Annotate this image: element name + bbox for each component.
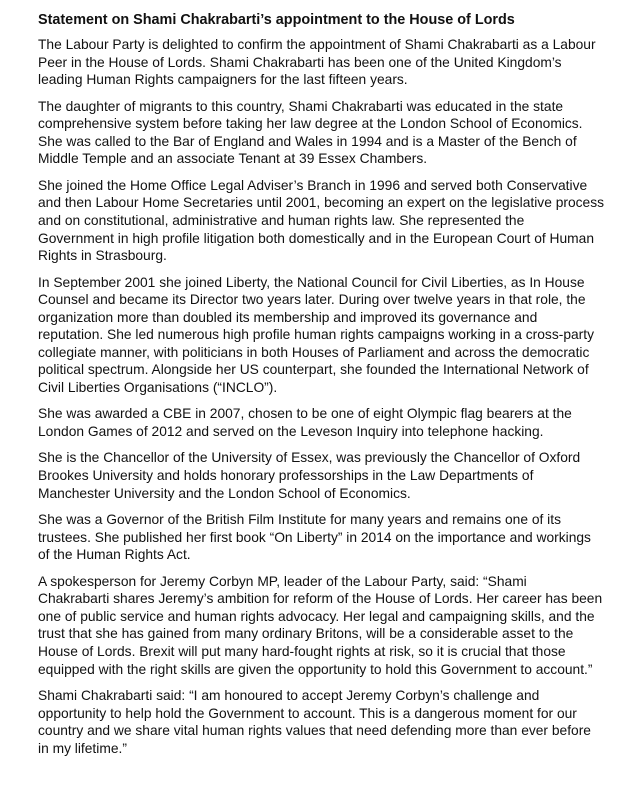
- text-line: and on constitutional, administrative and human rights law. She represented the: [38, 212, 525, 228]
- text-line: House of Lords. Brexit will put many hard-fought rights at risk, so it is crucial that those: [38, 643, 566, 659]
- text-line: reputation. She led numerous high profile human rights campaigns working in a cross-party: [38, 327, 594, 343]
- text-line: and then Labour Home Secretaries until 2001, becoming an expert on the legislative process: [38, 195, 605, 211]
- text-line: She was a Governor of the British Film Institute for many years and remains one of its: [38, 512, 561, 528]
- text-line: in my lifetime.”: [38, 740, 127, 756]
- text-line: Brookes University and holds honorary professorships in the Law Departments of: [38, 468, 534, 484]
- text-line: She was called to the Bar of England and Wales in 1994 and is a Master of the Bench of: [38, 133, 577, 149]
- text-line: equipped with the right skills are given the opportunity to hold this Government to account.”: [38, 661, 593, 677]
- text-line: of the Human Rights Act.: [38, 547, 191, 563]
- text-line: collegiate manner, with politicians in both Houses of Parliament and across the democratic: [38, 344, 590, 360]
- text-line: Government in high profile litigation both domestically and in the European Court of Human: [38, 230, 595, 246]
- text-line: comprehensive system before taking her law degree at the London School of Economics.: [38, 116, 583, 132]
- text-line: Shami Chakrabarti said: “I am honoured to accept Jeremy Corbyn’s challenge and: [38, 687, 540, 703]
- text-line: Manchester University and the London School of Economics.: [38, 485, 411, 501]
- paragraph-8: [38, 573, 616, 679]
- text-line: country and we share vital human rights values that need defending more than ever before: [38, 723, 591, 739]
- text-line: She was awarded a CBE in 2007, chosen to be one of eight Olympic flag bearers at the: [38, 406, 572, 422]
- text-line: Civil Liberties Organisations (“INCLO”).: [38, 380, 278, 396]
- paragraph-1: [38, 36, 616, 89]
- text-line: Middle Temple and an associate Tenant at 39 Essex Chambers.: [38, 151, 428, 167]
- paragraph-5: [38, 405, 616, 440]
- text-line: Rights in Strasbourg.: [38, 248, 167, 264]
- paragraph-4: [38, 274, 616, 397]
- text-line: leading Human Rights campaigners for the last fifteen years.: [38, 72, 408, 88]
- paragraph-2: [38, 98, 616, 168]
- text-line: A spokesperson for Jeremy Corbyn MP, leader of the Labour Party, said: “Shami: [38, 573, 527, 589]
- text-line: trustees. She published her first book “On Liberty” in 2014 on the importance and workings: [38, 529, 591, 545]
- text-line: Peer in the House of Lords. Shami Chakrabarti has been one of the United Kingdom’s: [38, 54, 562, 70]
- paragraph-3: [38, 177, 616, 265]
- text-line: London Games of 2012 and served on the Leveson Inquiry into telephone hacking.: [38, 424, 544, 440]
- text-line: political spectrum. Alongside her US counterpart, she founded the International Network of: [38, 362, 589, 378]
- text-line: In September 2001 she joined Liberty, the National Council for Civil Liberties, as In House: [38, 274, 585, 290]
- text-line: opportunity to help hold the Government to account. This is a dangerous moment for our: [38, 705, 577, 721]
- paragraph-6: [38, 449, 616, 502]
- text-line: one of public service and human rights advocacy. Her legal and campaigning skills, and the: [38, 608, 595, 624]
- text-line: Counsel and became its Director two years later. During over twelve years in that role, the: [38, 292, 586, 308]
- paragraph-7: [38, 511, 616, 564]
- text-line: She is the Chancellor of the University of Essex, was previously the Chancellor of Oxford: [38, 450, 581, 466]
- document-body: [38, 36, 616, 757]
- text-line: She joined the Home Office Legal Adviser’s Branch in 1996 and served both Conservative: [38, 177, 588, 193]
- text-line: The daughter of migrants to this country, Shami Chakrabarti was educated in the state: [38, 98, 564, 114]
- text-line: Chakrabarti shares Jeremy’s ambition for reform of the House of Lords. Her career has been: [38, 591, 603, 607]
- text-line: trust that she has gained from many ordinary Britons, will be a considerable asset to the: [38, 626, 574, 642]
- paragraph-9: [38, 687, 616, 757]
- text-line: The Labour Party is delighted to confirm the appointment of Shami Chakrabarti as a Labour: [38, 37, 596, 52]
- document-title: Statement on Shami Chakrabarti’s appointment to the House of Lords: [38, 12, 515, 28]
- text-line: organization more than doubled its membership and improved its governance and: [38, 309, 538, 325]
